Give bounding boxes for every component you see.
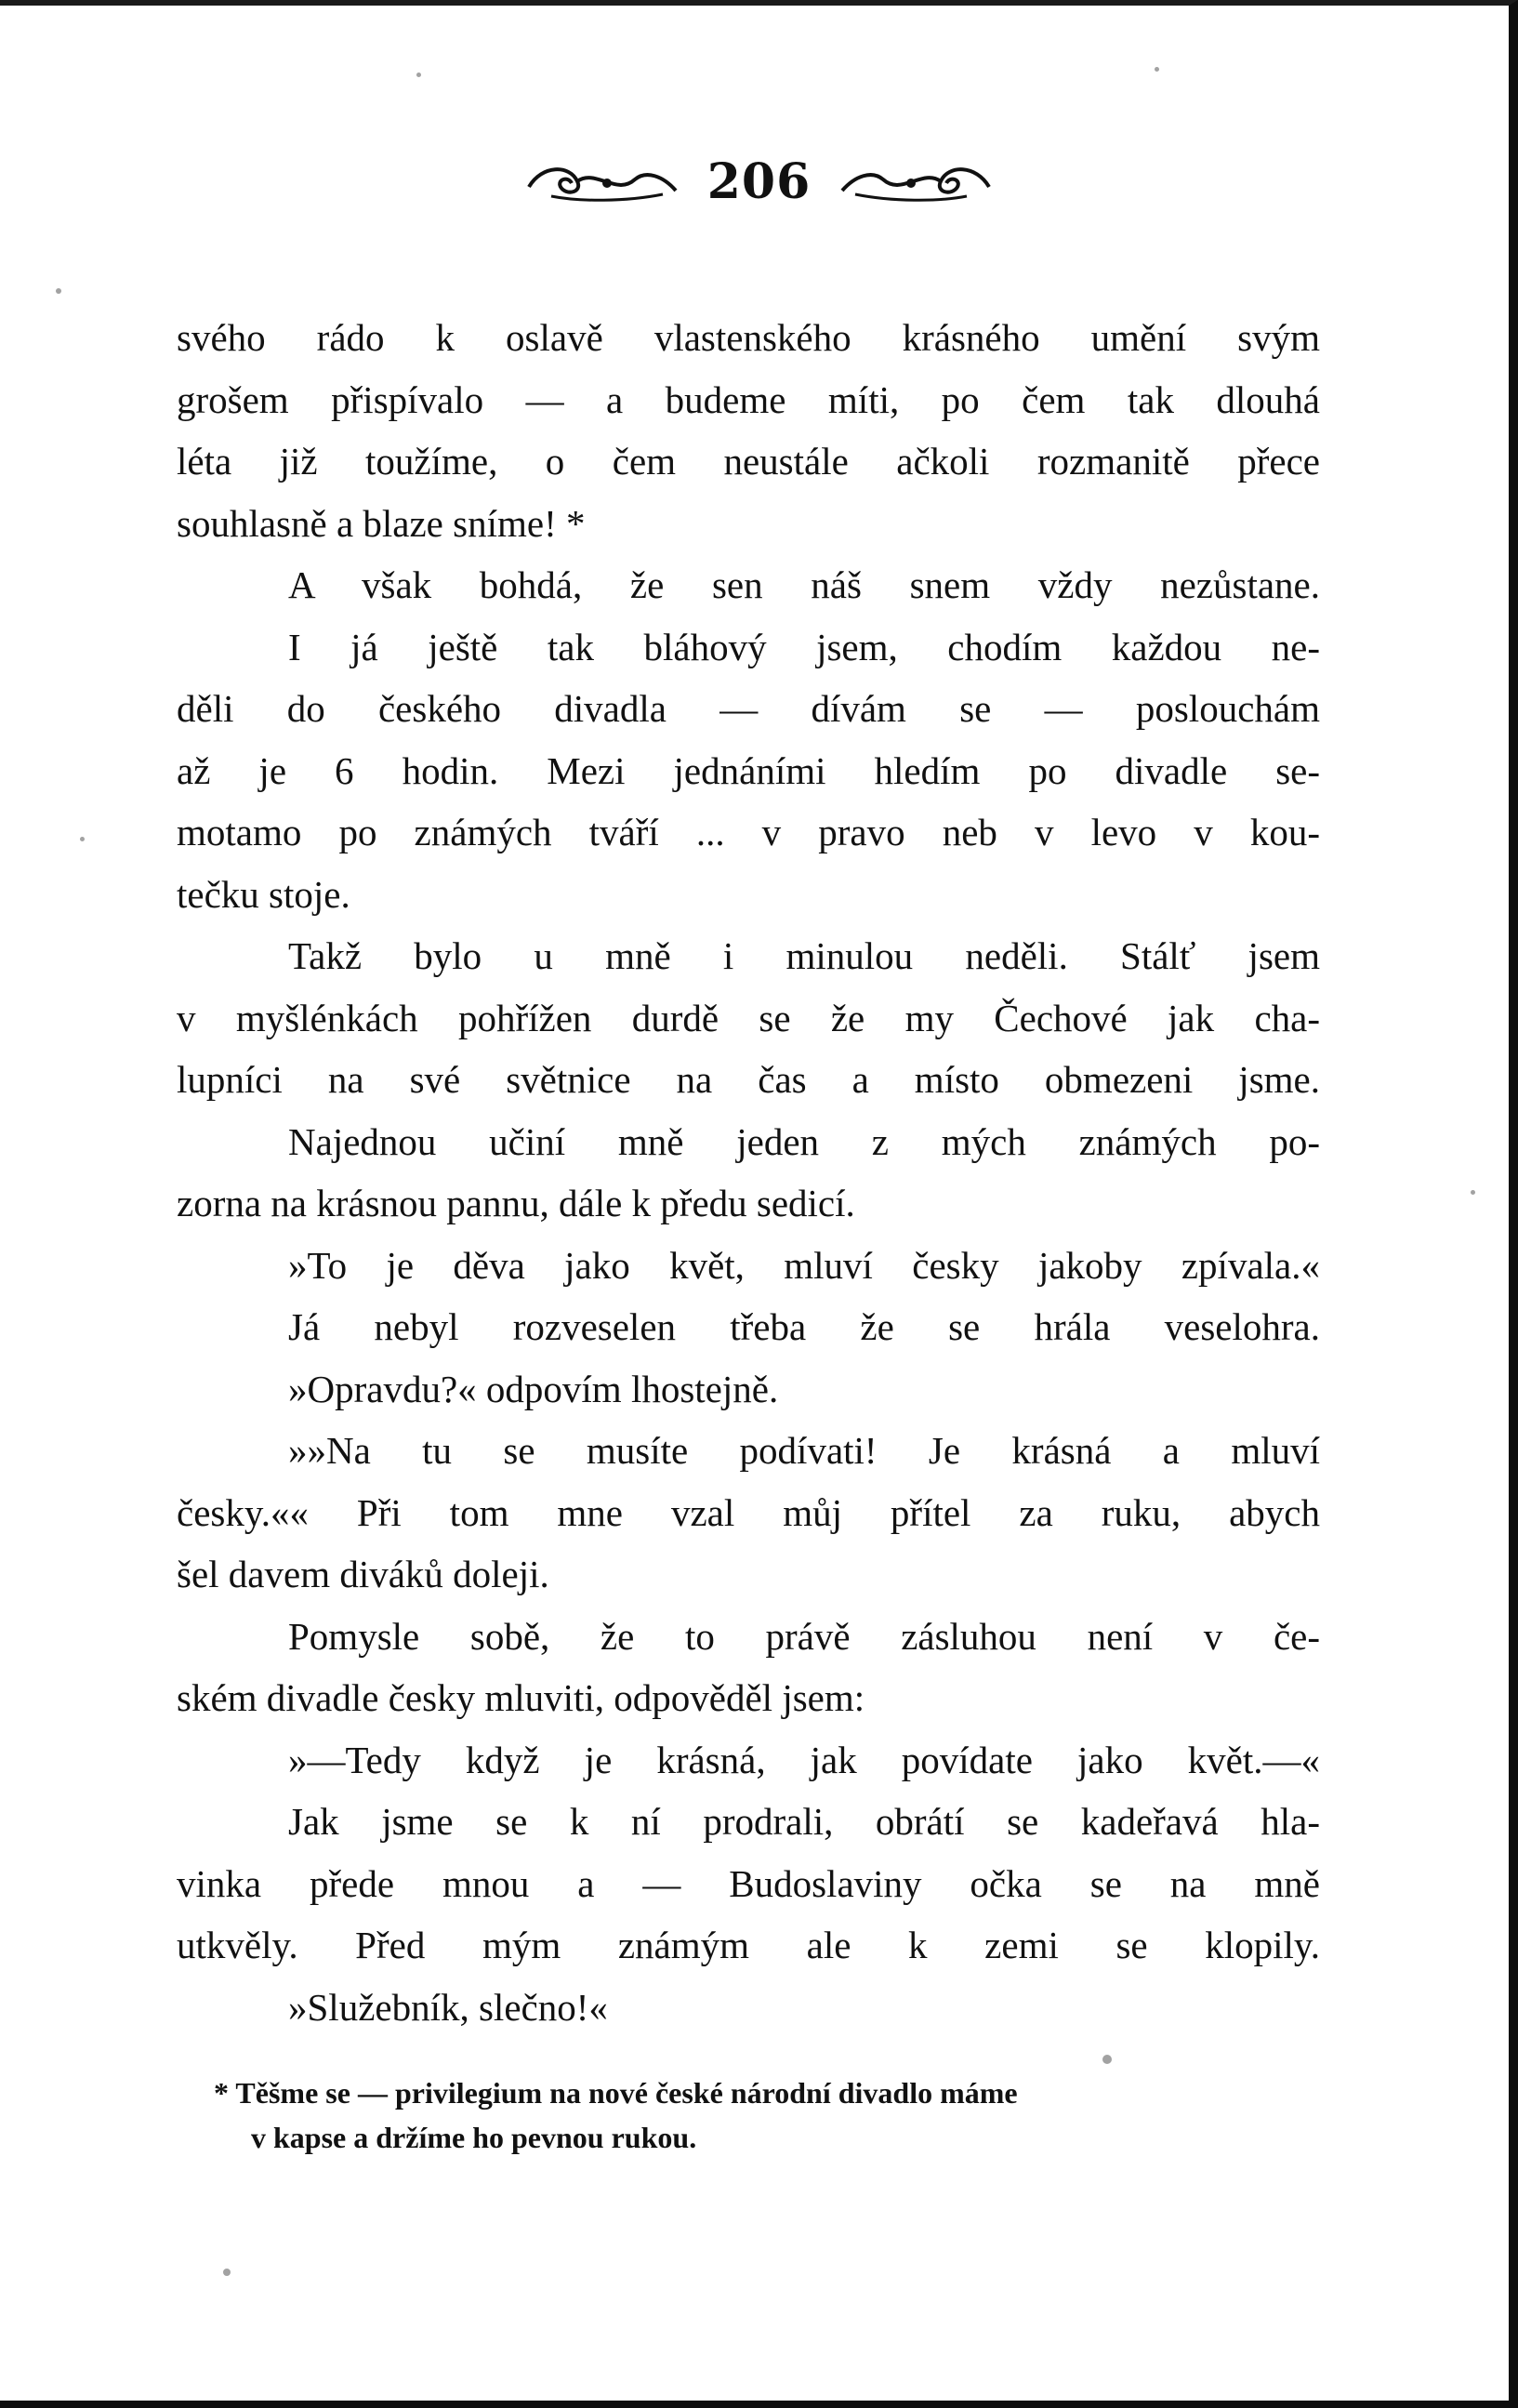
- text-line: »»Na tu se musíte podívati! Je krásná a mluví: [288, 1429, 1320, 1472]
- text-line: »Služebník, slečno!«: [288, 1985, 608, 2029]
- text-line: utkvěly. Před mým známým ale k zemi se klopily.: [177, 1924, 1320, 1966]
- text-line: Takž bylo u mně i minulou neděli. Stálť jsem: [288, 934, 1320, 977]
- page-number: 206: [706, 152, 812, 210]
- footnote-line: * Těšme se — privilegium na nové české národní divadlo máme: [214, 2076, 1018, 2110]
- scan-speck: [1155, 67, 1159, 72]
- text-line: »Opravdu?« odpovím lhostejně.: [288, 1367, 779, 1410]
- text-line: »To je děva jako květ, mluví česky jakoby zpívala.«: [288, 1243, 1320, 1287]
- text-line: Jak jsme se k ní prodrali, obrátí se kadeřavá hla-: [288, 1800, 1320, 1843]
- scan-speck: [416, 73, 421, 77]
- text-line: děli do českého divadla — dívám se — poslouchám: [177, 687, 1320, 730]
- text-line: ském divadle česky mluviti, odpověděl jsem:: [177, 1676, 865, 1719]
- text-line: Já nebyl rozveselen třeba že se hrála veselohra.: [288, 1305, 1320, 1348]
- right-ornament-icon: [837, 159, 995, 204]
- page-header: [0, 149, 1518, 214]
- scan-speck: [223, 2269, 231, 2276]
- text-line: lupníci na své světnice na čas a místo obmezeni jsme.: [177, 1058, 1320, 1101]
- text-line: česky.«« Při tom mne vzal můj přítel za ruku, abych: [177, 1490, 1320, 1534]
- scan-speck: [56, 288, 61, 294]
- footnote: [177, 2071, 1320, 2160]
- scan-speck: [80, 837, 85, 841]
- text-line: »—Tedy když je krásná, jak povídate jako květ.—«: [288, 1738, 1320, 1781]
- text-line: vinka přede mnou a — Budoslaviny očka se na mně: [177, 1861, 1320, 1905]
- text-line: léta již toužíme, o čem neustále ačkoli rozmanitě přece: [177, 440, 1320, 483]
- body-text: [177, 307, 1320, 2038]
- text-line: Najednou učiní mně jeden z mých známých po-: [288, 1119, 1320, 1163]
- text-line: I já ještě tak bláhový jsem, chodím každou ne-: [288, 625, 1320, 668]
- scan-speck: [1471, 1190, 1475, 1195]
- text-line: zorna na krásnou pannu, dále k předu sedicí.: [177, 1182, 855, 1224]
- footnote-line: v kapse a držíme ho pevnou rukou.: [251, 2121, 697, 2154]
- text-line: tečku stoje.: [177, 872, 350, 916]
- text-line: až je 6 hodin. Mezi jednáními hledím po divadle se-: [177, 748, 1320, 792]
- left-ornament-icon: [523, 159, 681, 204]
- text-line: A však bohdá, že sen náš snem vždy nezůstane.: [288, 563, 1320, 606]
- text-line: Pomysle sobě, že to právě zásluhou není v če-: [288, 1614, 1320, 1658]
- text-line: souhlasně a blaze sníme! *: [177, 501, 586, 545]
- text-line: grošem přispívalo — a budeme míti, po čem tak dlouhá: [177, 377, 1320, 421]
- text-line: motamo po známých tváří ... v pravo neb v levo v kou-: [177, 811, 1320, 853]
- text-line: šel davem diváků doleji.: [177, 1553, 549, 1595]
- text-line: svého rádo k oslavě vlastenského krásného umění svým: [177, 316, 1320, 359]
- text-line: v myšlénkách pohřížen durdě se že my Čechové jak cha-: [177, 996, 1320, 1039]
- scan-speck: [1102, 2055, 1112, 2064]
